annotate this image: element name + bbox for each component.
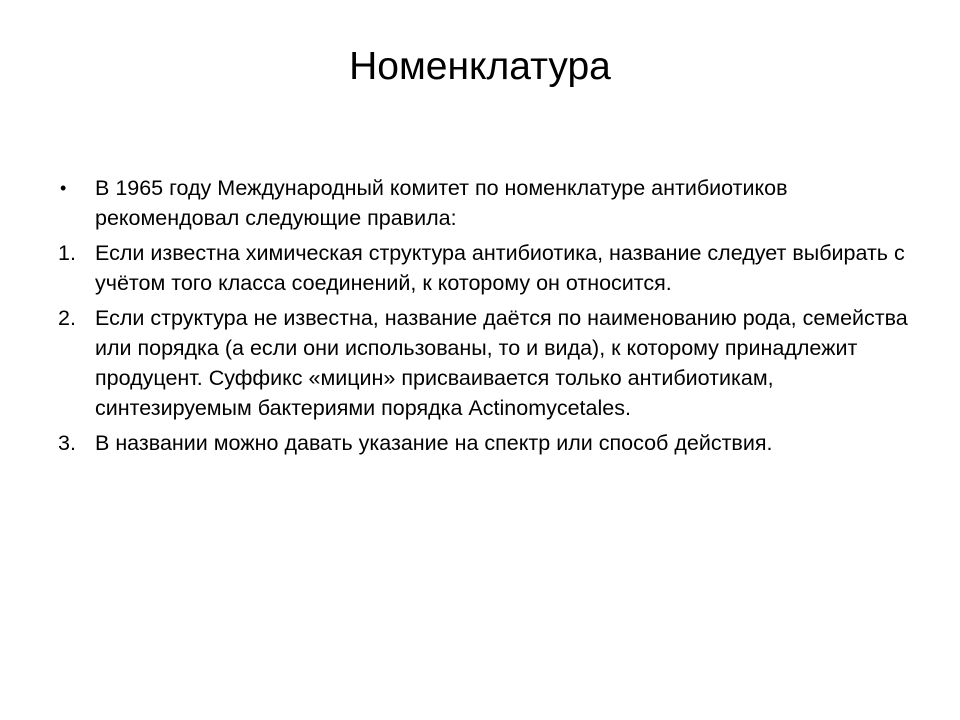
rule-item-1 — [58, 238, 908, 298]
rule-text: Если известна химическая структура антибиотика, название следует выбирать с учётом того класса соединений, к которому он относится. — [95, 241, 905, 295]
intro-text: В 1965 году Международный комитет по номенклатуре антибиотиков рекомендовал следующие правила: — [95, 176, 788, 230]
rule-text: Если структура не известна, название даётся по наименованию рода, семейства или порядка (а если они использованы, то и вида), к которому принадлежит продуцент. Суффикс «мицин» присваивается только антибиотикам, синтезируемым бактериями порядка Actinomycetales. — [95, 306, 908, 420]
slide-body — [58, 173, 908, 463]
rule-item-3 — [58, 428, 908, 458]
rule-number: 3. — [58, 431, 76, 455]
rule-item-2 — [58, 303, 908, 423]
rule-number: 1. — [58, 241, 76, 265]
slide-title: Номенклатура — [349, 45, 611, 88]
bullet-icon: • — [60, 178, 67, 198]
rule-number: 2. — [58, 306, 76, 330]
intro-bullet — [58, 173, 908, 233]
rule-text: В названии можно давать указание на спектр или способ действия. — [95, 431, 773, 455]
